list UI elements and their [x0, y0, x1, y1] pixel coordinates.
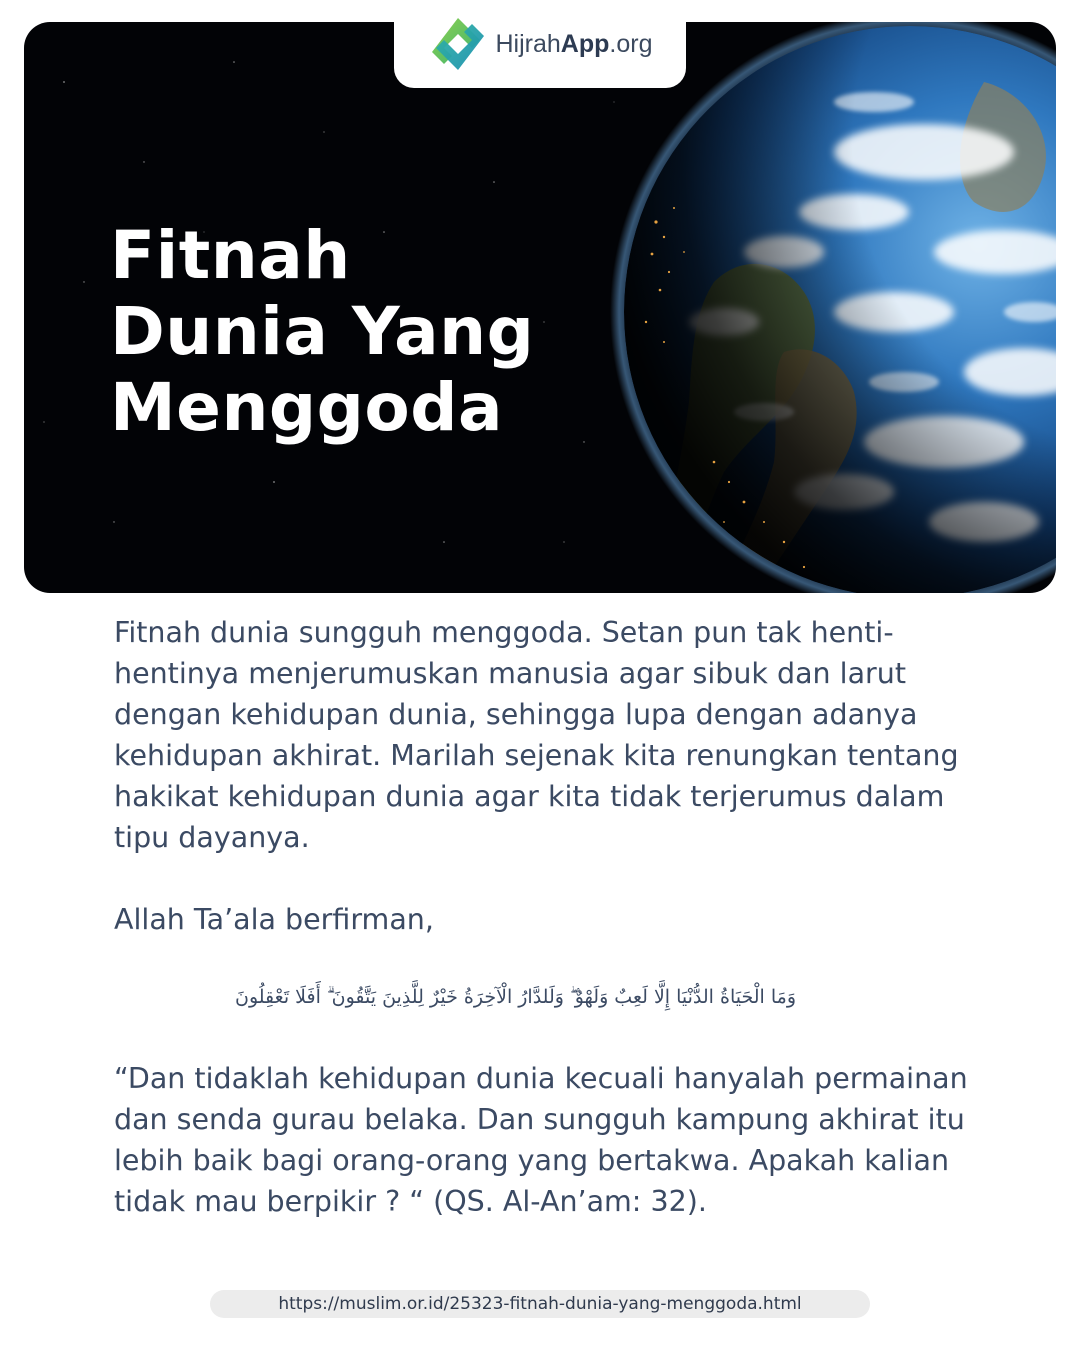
hero-banner [24, 22, 1056, 593]
intro-paragraph: Fitnah dunia sungguh menggoda. Setan pun tak henti-hentinya menjerumuskan manusia agar sibuk dan larut dengan kehidupan dunia, sehingga lupa dengan adanya kehidupan akhirat. Marilah sejenak kita renungkan tentang hakikat kehidupan dunia agar kita tidak terjerumus dalam tipu dayanya. [114, 616, 959, 854]
translation-paragraph: “Dan tidaklah kehidupan dunia kecuali hanyalah permainan dan senda gurau belaka. Dan sungguh kampung akhirat itu lebih baik bagi orang-orang yang bertakwa. Apakah kalian tidak mau berpikir ? “ (QS. Al-An’am: 32). [114, 1062, 968, 1218]
hero-title-line-3: Menggoda [110, 369, 504, 446]
logo-text-hijrah: Hijrah [495, 29, 561, 58]
article-body [114, 612, 994, 1222]
logo-text-org: .org [609, 29, 653, 58]
hijrahapp-logo-icon [428, 14, 488, 74]
hero-title-line-2: Dunia Yang [110, 293, 535, 370]
source-link[interactable]: https://muslim.or.id/25323-fitnah-dunia-yang-menggoda.html [210, 1290, 870, 1318]
logo-badge[interactable] [394, 0, 686, 88]
logo-text-app: App [560, 29, 610, 58]
arabic-verse: وَمَا الْحَيَاةُ الدُّنْيَا إِلَّا لَعِبٌ وَلَهْوٌ ۖ وَلَلدَّارُ الْآخِرَةُ خَيْرٌ لِلَّذِينَ يَتَّقُونَ ۗ أَفَلَا تَعْقِلُونَ [234, 986, 796, 1008]
hero-title-line-1: Fitnah [110, 217, 351, 294]
firman-paragraph: Allah Ta’ala berfirman, [114, 903, 434, 936]
logo-wordmark [496, 30, 653, 59]
hero-title [110, 218, 534, 446]
